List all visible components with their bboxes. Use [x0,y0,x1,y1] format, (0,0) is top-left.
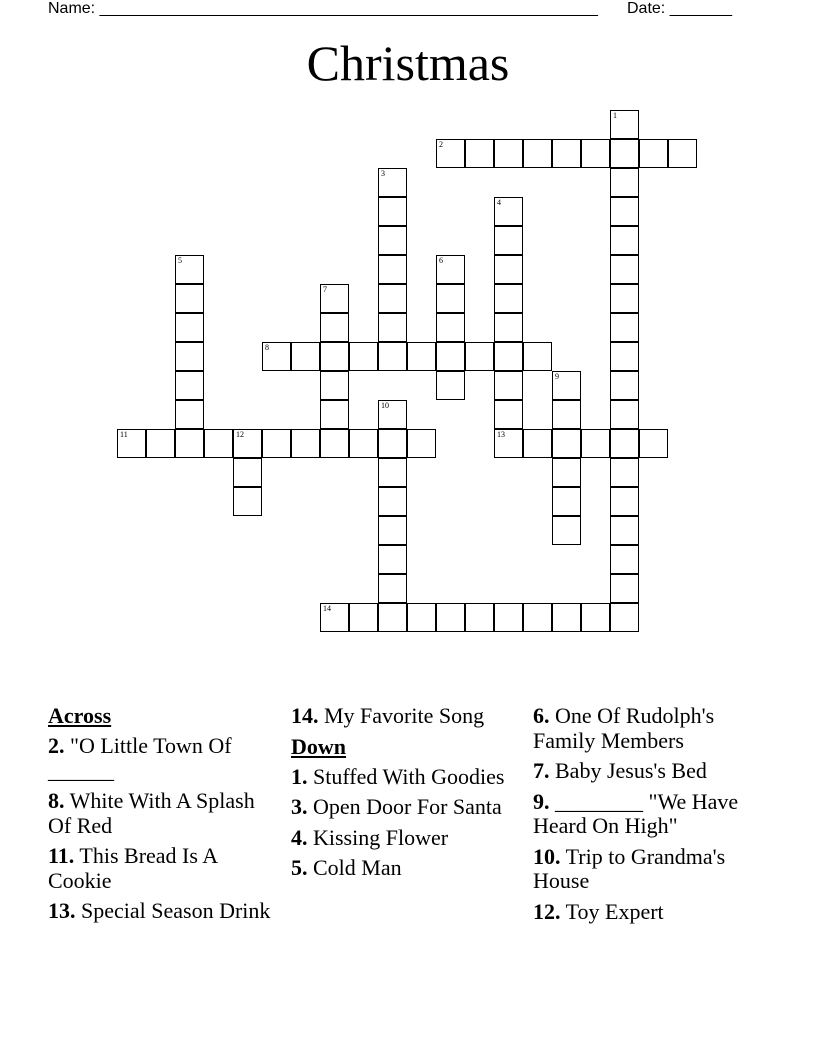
grid-cell[interactable] [204,429,233,458]
grid-cell[interactable] [320,603,349,632]
grid-cell[interactable] [581,429,610,458]
grid-cell[interactable] [378,603,407,632]
grid-cell[interactable] [436,603,465,632]
grid-cell[interactable] [233,487,262,516]
grid-cell[interactable] [436,342,465,371]
grid-cell[interactable] [610,168,639,197]
clue-column [533,704,761,930]
grid-cell[interactable] [175,284,204,313]
clue-item [291,826,519,851]
grid-cell[interactable] [436,139,465,168]
grid-cell[interactable] [610,458,639,487]
grid-cell[interactable] [494,284,523,313]
grid-cell[interactable] [175,371,204,400]
clue-text: Toy Expert [565,898,664,924]
clue-text: One Of Rudolph's Family Members [533,703,715,753]
grid-cell[interactable] [523,342,552,371]
clue-number-label: 1 [613,111,617,120]
grid-cell[interactable] [378,313,407,342]
grid-cell[interactable] [378,487,407,516]
clue-item [48,734,276,783]
grid-cell[interactable] [552,400,581,429]
grid-cell[interactable] [639,139,668,168]
grid-cell[interactable] [349,429,378,458]
grid-cell[interactable] [175,400,204,429]
grid-cell[interactable] [610,255,639,284]
grid-cell[interactable] [436,284,465,313]
grid-cell[interactable] [175,255,204,284]
grid-cell[interactable] [378,255,407,284]
clue-text: My Favorite Song [324,703,485,728]
grid-cell[interactable] [494,197,523,226]
name-field-label: Name: ________________________________________________________ [48,0,598,17]
clue-number: 8. [48,788,65,813]
clue-number-label: 10 [381,401,389,410]
clue-item [48,789,276,838]
grid-cell[interactable] [523,603,552,632]
clue-number-label: 5 [178,256,182,265]
clue-text: "O Little Town Of ______ [48,733,232,783]
clue-number: 4. [291,824,308,850]
grid-cell[interactable] [291,429,320,458]
grid-cell[interactable] [436,255,465,284]
grid-cell[interactable] [378,400,407,429]
clue-text: This Bread Is A Cookie [48,843,217,893]
grid-cell[interactable] [378,226,407,255]
grid-cell[interactable] [494,139,523,168]
grid-cell[interactable] [233,429,262,458]
grid-cell[interactable] [581,139,610,168]
grid-cell[interactable] [494,313,523,342]
grid-cell[interactable] [494,429,523,458]
clue-number-label: 12 [236,430,244,439]
clue-number: 7. [533,758,550,783]
grid-cell[interactable] [610,429,639,458]
grid-cell[interactable] [610,197,639,226]
clue-number-label: 8 [265,343,269,352]
section-heading: Down [291,733,347,759]
grid-cell[interactable] [233,458,262,487]
clue-number: 2. [48,733,65,758]
grid-cell[interactable] [552,371,581,400]
clue-item [533,790,761,839]
clue-number-label: 13 [497,430,505,439]
grid-cell[interactable] [610,139,639,168]
clue-number: 13. [48,898,76,923]
grid-cell[interactable] [610,371,639,400]
grid-cell[interactable] [175,429,204,458]
clue-text: ________ "We Have Heard On High" [533,788,739,838]
grid-cell[interactable] [668,139,697,168]
grid-cell[interactable] [610,342,639,371]
page-title: Christmas [306,35,510,91]
grid-cell[interactable] [262,342,291,371]
grid-cell[interactable] [552,487,581,516]
clue-text: Stuffed With Goodies [313,763,505,789]
grid-cell[interactable] [320,313,349,342]
clue-number-label: 7 [323,285,327,294]
clue-item [291,856,519,881]
grid-cell[interactable] [465,342,494,371]
grid-cell[interactable] [436,371,465,400]
grid-cell[interactable] [494,255,523,284]
grid-cell[interactable] [349,603,378,632]
grid-cell[interactable] [494,603,523,632]
grid-cell[interactable] [407,342,436,371]
grid-cell[interactable] [494,400,523,429]
grid-cell[interactable] [610,545,639,574]
grid-cell[interactable] [378,168,407,197]
grid-cell[interactable] [320,429,349,458]
grid-cell[interactable] [407,429,436,458]
clue-text: Special Season Drink [81,898,271,923]
grid-cell[interactable] [465,139,494,168]
clue-number: 12. [533,898,561,924]
grid-cell[interactable] [349,342,378,371]
grid-cell[interactable] [610,487,639,516]
grid-cell[interactable] [494,342,523,371]
grid-cell[interactable] [639,429,668,458]
grid-cell[interactable] [146,429,175,458]
grid-cell[interactable] [610,516,639,545]
grid-cell[interactable] [523,139,552,168]
clue-number: 5. [291,855,308,880]
grid-cell[interactable] [552,603,581,632]
clue-number: 14. [291,703,319,728]
clue-item [533,759,761,784]
grid-cell[interactable] [436,313,465,342]
clue-item [533,845,761,894]
grid-cell[interactable] [320,284,349,313]
clue-item [533,900,761,925]
grid-cell[interactable] [320,371,349,400]
clue-item [291,704,519,729]
grid-cell[interactable] [378,574,407,603]
grid-cell[interactable] [610,574,639,603]
grid-cell[interactable] [378,516,407,545]
grid-cell[interactable] [262,429,291,458]
grid-cell[interactable] [610,313,639,342]
grid-cell[interactable] [610,400,639,429]
grid-cell[interactable] [320,400,349,429]
clue-number-label: 4 [497,198,501,207]
grid-cell[interactable] [117,429,146,458]
grid-cell[interactable] [378,342,407,371]
grid-cell[interactable] [494,371,523,400]
date-field-label: Date: _______ [627,0,732,17]
clue-item [291,795,519,820]
clue-number-label: 14 [323,604,331,613]
clue-text: White With A Splash Of Red [48,788,255,838]
clue-text: Cold Man [313,855,402,880]
grid-cell[interactable] [552,429,581,458]
clue-text: Baby Jesus's Bed [555,758,707,783]
grid-cell[interactable] [378,458,407,487]
grid-cell[interactable] [494,226,523,255]
clue-column [48,704,276,930]
clue-item [48,899,276,924]
grid-cell[interactable] [291,342,320,371]
clue-number-label: 2 [439,140,443,149]
grid-cell[interactable] [378,545,407,574]
grid-cell[interactable] [610,603,639,632]
grid-cell[interactable] [581,603,610,632]
clue-number-label: 6 [439,256,443,265]
clue-column [291,704,519,887]
grid-cell[interactable] [465,603,494,632]
clue-text: Trip to Grandma's House [533,843,726,893]
clue-number-label: 11 [120,430,128,439]
grid-cell[interactable] [175,313,204,342]
grid-cell[interactable] [378,429,407,458]
grid-cell[interactable] [320,342,349,371]
grid-cell[interactable] [378,197,407,226]
grid-cell[interactable] [552,139,581,168]
clue-item [291,765,519,790]
grid-cell[interactable] [610,226,639,255]
clue-number: 10. [533,843,561,869]
grid-cell[interactable] [610,110,639,139]
grid-cell[interactable] [552,516,581,545]
clue-number: 9. [533,788,550,814]
section-heading: Across [48,703,112,728]
clue-number: 3. [291,794,308,819]
clue-number-label: 9 [555,372,559,381]
grid-cell[interactable] [378,284,407,313]
grid-cell[interactable] [610,284,639,313]
clue-text: Open Door For Santa [313,794,502,819]
clue-number: 6. [533,703,550,728]
clue-item [533,704,761,753]
grid-cell[interactable] [552,458,581,487]
grid-cell[interactable] [175,342,204,371]
grid-cell[interactable] [407,603,436,632]
grid-cell[interactable] [523,429,552,458]
clue-item [48,844,276,893]
clue-text: Kissing Flower [313,824,449,850]
clue-number: 11. [48,843,75,868]
clue-number: 1. [291,763,308,789]
clue-number-label: 3 [381,169,385,178]
